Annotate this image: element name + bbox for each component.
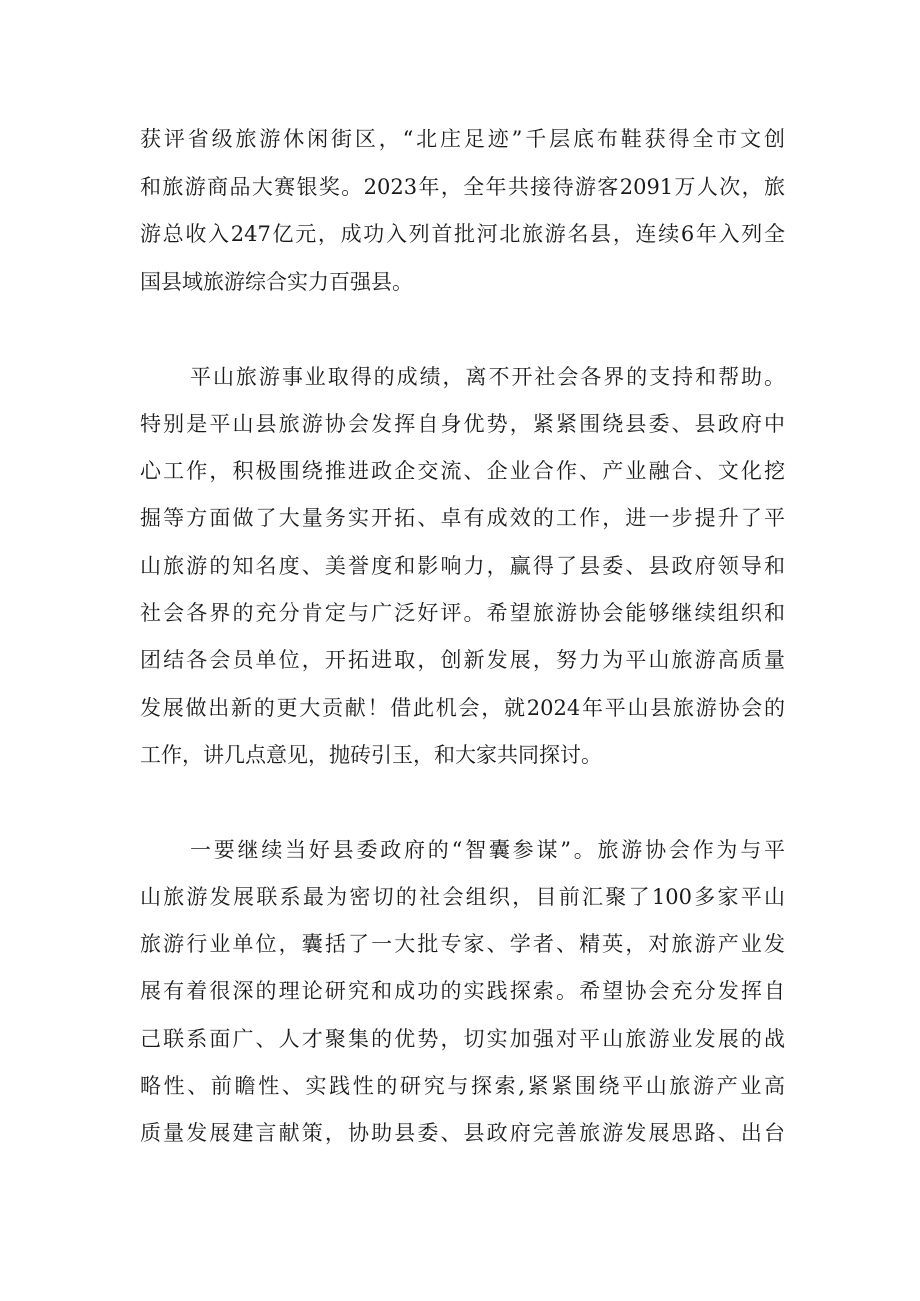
paragraph-1-line-1: 获评省级旅游休闲街区，“北庄足迹”千层底布鞋获得全市文创 [140,127,785,151]
paragraph-1-line-4: 国县域旅游综合实力百强县。 [140,270,413,294]
paragraph-2-line-9: 工作，讲几点意见，抛砖引玉，和大家共同探讨。 [140,743,602,767]
paragraph-1-line-3: 游总收入247亿元，成功入列首批河北旅游名县，连续6年入列全 [140,222,785,246]
paragraph-1-line-2: 和旅游商品大赛银奖。2023年，全年共接待游客2091万人次，旅 [140,175,785,199]
paragraph-3-line-1: 一要继续当好县委政府的“智囊参谋”。旅游协会作为与平 [190,838,785,862]
paragraph-3-line-3: 旅游行业单位，囊括了一大批专家、学者、精英，对旅游产业发 [140,932,785,956]
paragraph-2-line-1: 平山旅游事业取得的成绩，离不开社会各界的支持和帮助。 [190,365,785,389]
paragraph-2-line-7: 团结各会员单位，开拓进取，创新发展，努力为平山旅游高质量 [140,648,785,672]
paragraph-2-line-8: 发展做出新的更大贡献！借此机会，就2024年平山县旅游协会的 [140,696,785,720]
paragraph-2-line-3: 心工作，积极围绕推进政企交流、企业合作、产业融合、文化挖 [140,459,785,483]
paragraph-2-line-2: 特别是平山县旅游协会发挥自身优势，紧紧围绕县委、县政府中 [140,412,785,436]
paragraph-3-line-4: 展有着很深的理论研究和成功的实践探索。希望协会充分发挥自 [140,979,785,1003]
paragraph-2-line-5: 山旅游的知名度、美誉度和影响力，赢得了县委、县政府领导和 [140,554,785,578]
paragraph-3-line-6: 略性、前瞻性、实践性的研究与探索,紧紧围绕平山旅游产业高 [140,1074,785,1098]
paragraph-3-line-5: 己联系面广、人才聚集的优势，切实加强对平山旅游业发展的战 [140,1027,785,1051]
paragraph-3-line-2: 山旅游发展联系最为密切的社会组织，目前汇聚了100多家平山 [140,885,785,909]
paragraph-2-line-4: 掘等方面做了大量务实开拓、卓有成效的工作，进一步提升了平 [140,506,785,530]
paragraph-3-line-7: 质量发展建言献策，协助县委、县政府完善旅游发展思路、出台 [140,1121,785,1145]
paragraph-2-line-6: 社会各界的充分肯定与广泛好评。希望旅游协会能够继续组织和 [140,601,785,625]
